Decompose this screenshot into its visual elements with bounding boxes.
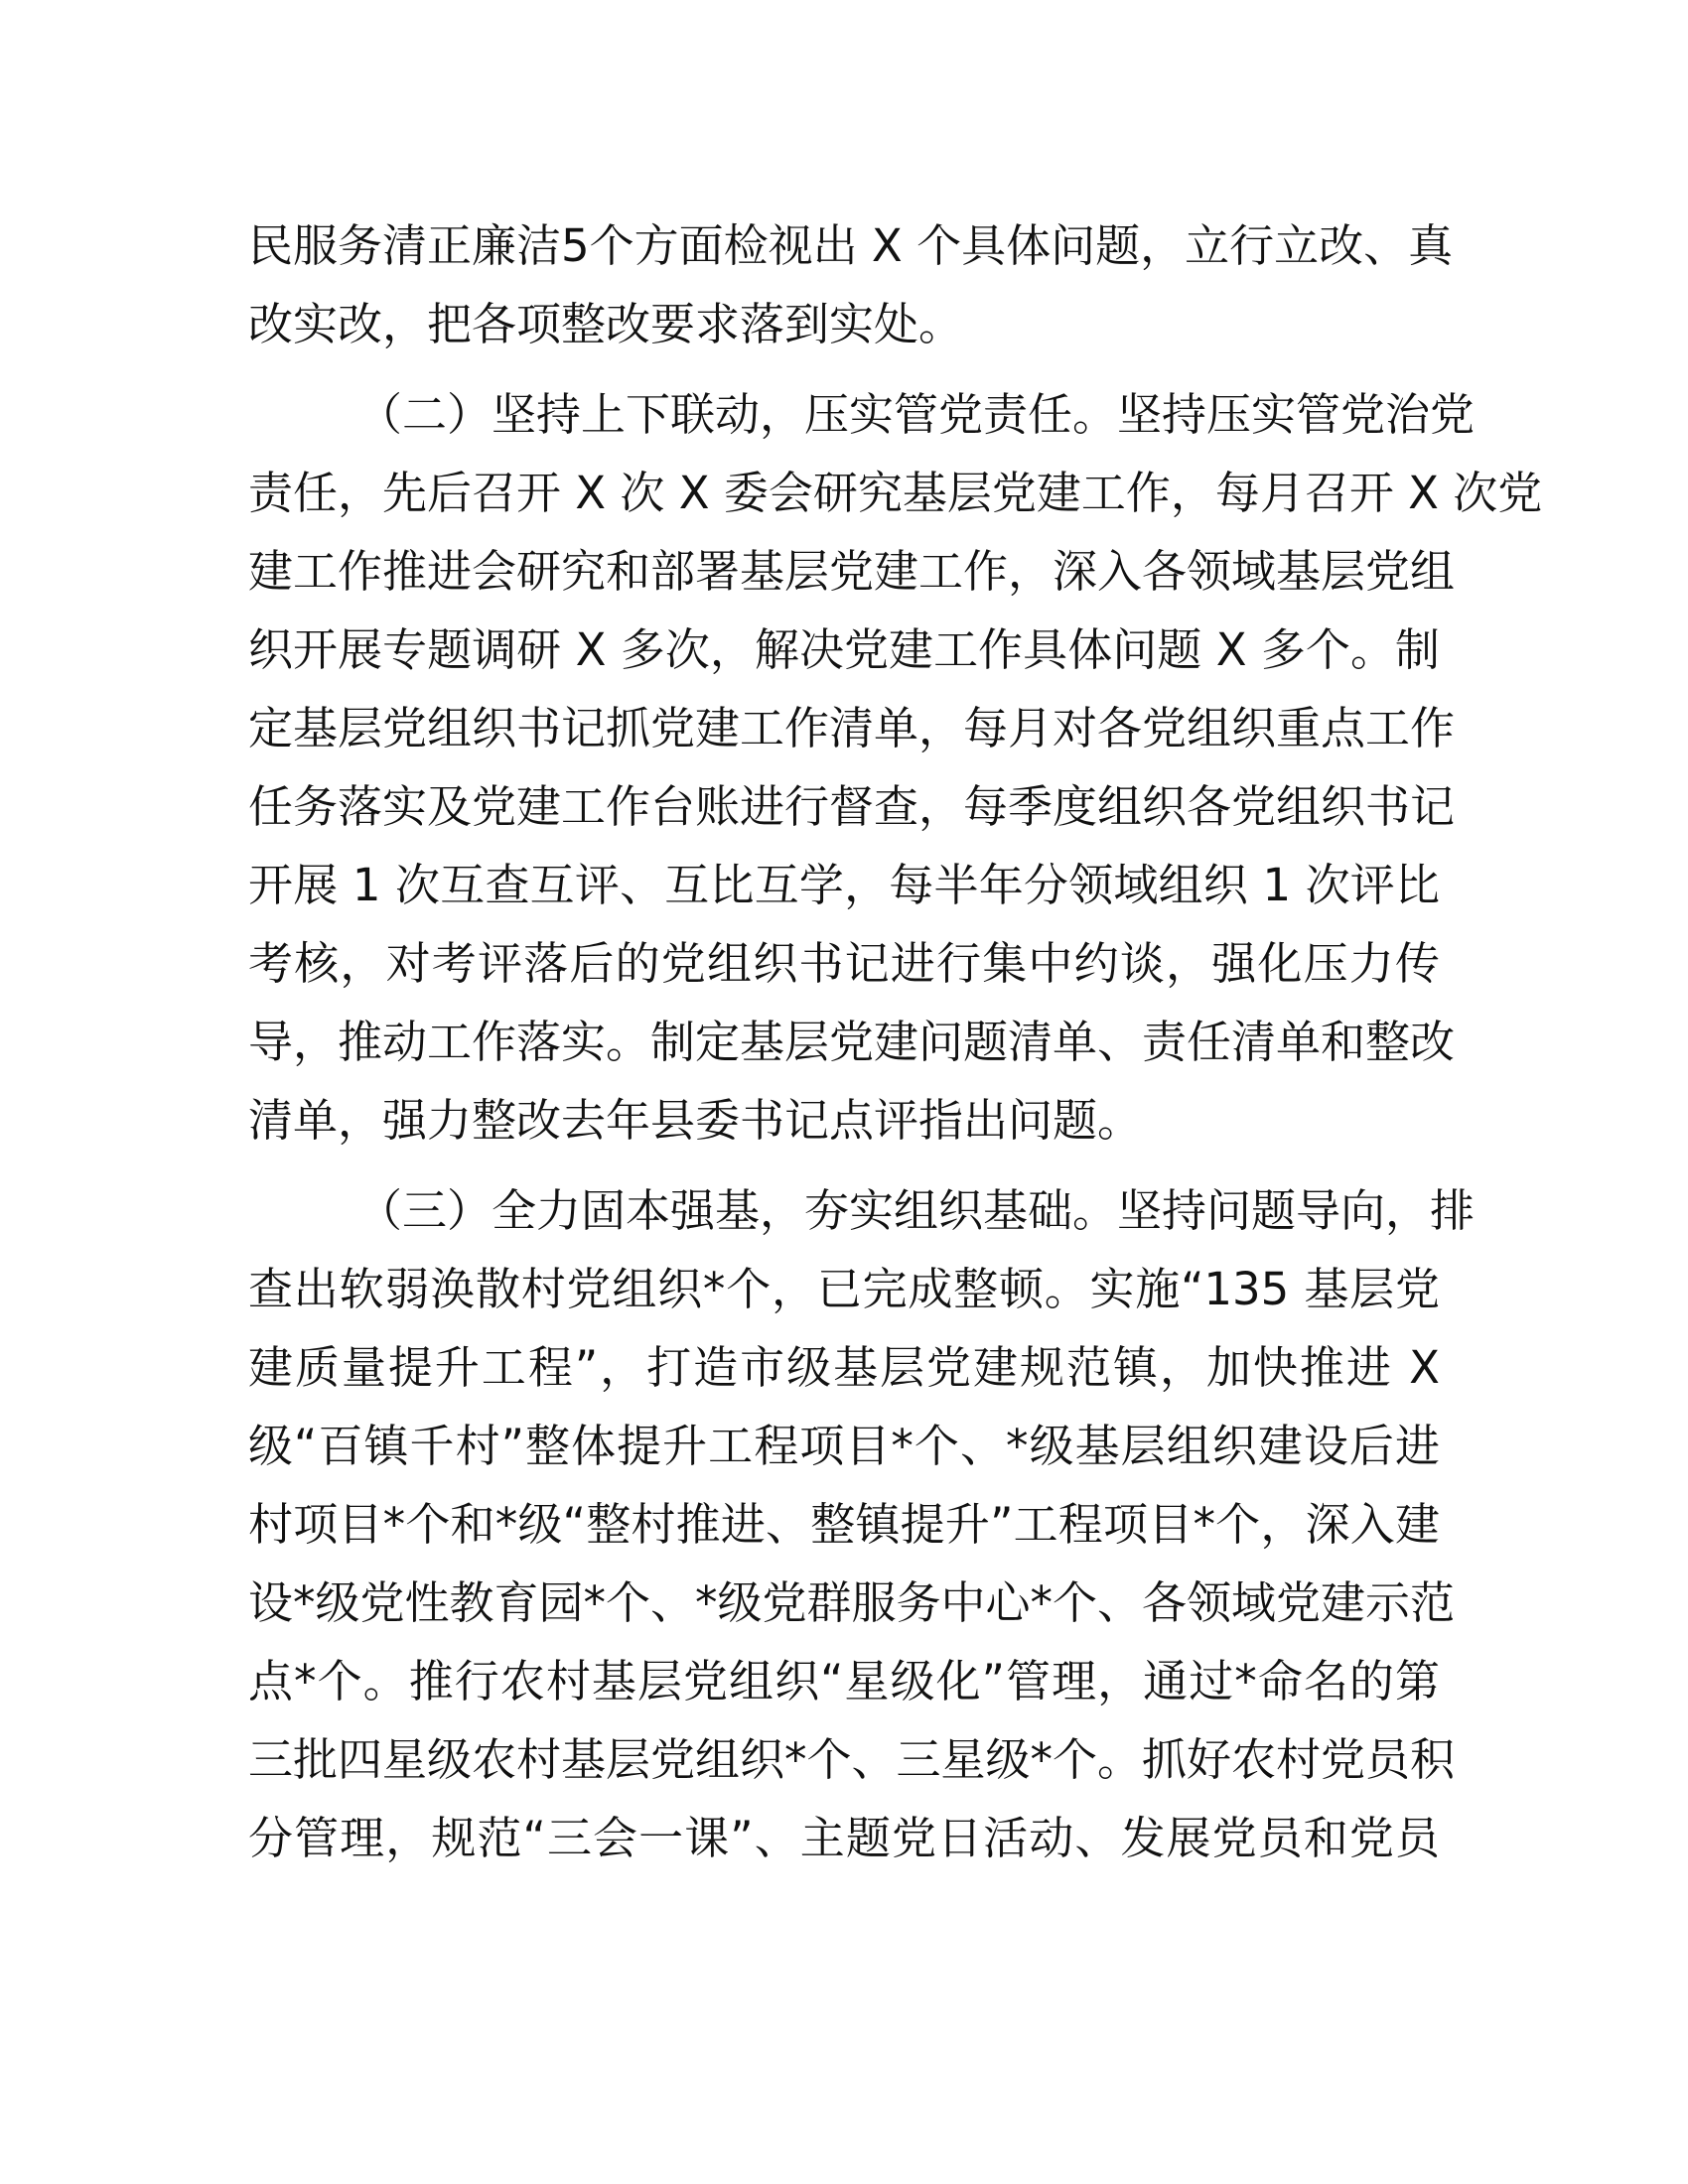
text-line: （三）全力固本强基，夯实组织基础。坚持问题导向，排 — [357, 1184, 1476, 1237]
paragraph-1 — [248, 206, 1454, 363]
document-body — [248, 206, 1543, 1889]
text-line: 开展 1 次互查互评、互比互学，每半年分领域组织 1 次评比 — [248, 859, 1440, 911]
text-line: 分管理，规范“三会一课”、主题党日活动、发展党员和党员 — [248, 1812, 1440, 1864]
text-line: （二）坚持上下联动，压实管党责任。坚持压实管党治党 — [357, 388, 1476, 441]
text-line: 导，推动工作落实。制定基层党建问题清单、责任清单和整改 — [248, 1016, 1456, 1068]
paragraph-2 — [248, 375, 1543, 1160]
text-line: 任务落实及党建工作台账进行督查，每季度组织各党组织书记 — [248, 780, 1456, 833]
text-line: 织开展专题调研 X 多次，解决党建工作具体问题 X 多个。制 — [248, 623, 1440, 676]
text-line: 查出软弱涣散村党组织*个，已完成整顿。实施“135 基层党 — [248, 1263, 1440, 1315]
text-line: 责任，先后召开 X 次 X 委会研究基层党建工作，每月召开 X 次党 — [248, 467, 1543, 519]
text-line: 点*个。推行农村基层党组织“星级化”管理，通过*命名的第 — [248, 1655, 1440, 1707]
text-line: 定基层党组织书记抓党建工作清单，每月对各党组织重点工作 — [248, 702, 1456, 754]
text-line: 考核，对考评落后的党组织书记进行集中约谈，强化压力传 — [248, 937, 1440, 990]
text-line: 设*级党性教育园*个、*级党群服务中心*个、各领域党建示范 — [248, 1576, 1456, 1629]
text-line: 村项目*个和*级“整村推进、整镇提升”工程项目*个，深入建 — [248, 1498, 1440, 1551]
text-line: 级“百镇千村”整体提升工程项目*个、*级基层组织建设后进 — [248, 1420, 1440, 1472]
text-line: 建质量提升工程”，打造市级基层党建规范镇，加快推进 X — [248, 1341, 1440, 1394]
text-line: 建工作推进会研究和部署基层党建工作，深入各领域基层党组 — [248, 545, 1456, 598]
text-line: 民服务清正廉洁5个方面检视出 X 个具体问题，立行立改、真 — [248, 219, 1454, 272]
text-line: 改实改，把各项整改要求落到实处。 — [248, 298, 964, 350]
paragraph-3 — [248, 1171, 1476, 1877]
text-line: 清单，强力整改去年县委书记点评指出问题。 — [248, 1094, 1143, 1147]
text-line: 三批四星级农村基层党组织*个、三星级*个。抓好农村党员积 — [248, 1733, 1456, 1786]
